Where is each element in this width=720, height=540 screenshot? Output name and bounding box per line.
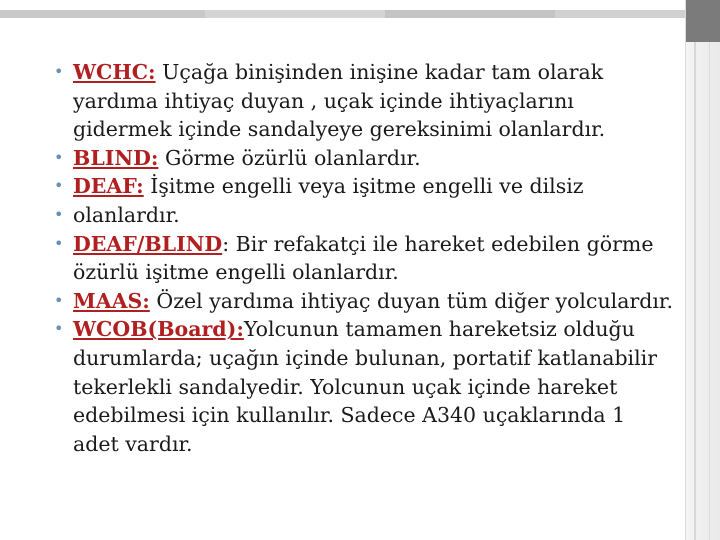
term-label: MAAS: bbox=[73, 288, 150, 313]
bullet-icon: • bbox=[54, 147, 64, 167]
bullet-icon: • bbox=[54, 204, 64, 224]
band-segment bbox=[205, 10, 385, 18]
item-text: : Bir refakatçi ile hareket edebilen görme özürlü işitme engelli olanlardır. bbox=[73, 231, 654, 285]
top-decoration-band bbox=[0, 0, 720, 44]
right-edge-decoration bbox=[685, 0, 720, 540]
item-text: İşitme engelli veya işitme engelli ve dilsiz bbox=[143, 174, 584, 199]
item-text: Uçağa binişinden inişine kadar tam olarak yardıma ihtiyaç duyan , uçak içinde ihtiyaçlarını gidermek içinde sandalyeye gereksinimi olanlardır. bbox=[73, 60, 606, 142]
bullet-icon: • bbox=[54, 319, 64, 339]
slide-content bbox=[54, 58, 674, 458]
right-edge-line bbox=[694, 0, 696, 540]
list-item bbox=[54, 287, 674, 316]
bullet-icon: • bbox=[54, 290, 64, 310]
term-label: WCHC: bbox=[73, 60, 156, 84]
bullet-icon: • bbox=[54, 176, 64, 196]
term-label: WCOB(Board): bbox=[73, 317, 244, 342]
term-label: DEAF: bbox=[73, 174, 144, 199]
bullet-icon: • bbox=[54, 62, 64, 81]
item-text: olanlardır. bbox=[73, 202, 180, 227]
band-segment bbox=[0, 10, 205, 18]
bullet-icon: • bbox=[54, 233, 64, 253]
band-segment bbox=[385, 10, 555, 18]
list-item bbox=[54, 315, 674, 458]
term-label: BLIND: bbox=[73, 145, 159, 170]
bullet-list bbox=[54, 58, 674, 458]
list-item bbox=[54, 230, 674, 287]
term-label: DEAF/BLIND bbox=[73, 231, 223, 256]
right-edge-line bbox=[709, 0, 710, 540]
corner-block bbox=[686, 0, 720, 42]
list-item bbox=[54, 201, 674, 230]
item-text: Özel yardıma ihtiyaç duyan tüm diğer yolculardır. bbox=[149, 288, 673, 313]
list-item bbox=[54, 172, 674, 201]
list-item bbox=[54, 58, 674, 144]
list-item bbox=[54, 144, 674, 173]
item-text: Yolcunun tamamen hareketsiz olduğu durumlarda; uçağın içinde bulunan, portatif katlanabilir tekerlekli sandalyedir. Yolcunun uçak içinde hareket edebilmesi için kullanılır. Sadece A340 uçaklarında 1 adet vardır. bbox=[73, 317, 658, 456]
item-text: Görme özürlü olanlardır. bbox=[158, 145, 421, 170]
